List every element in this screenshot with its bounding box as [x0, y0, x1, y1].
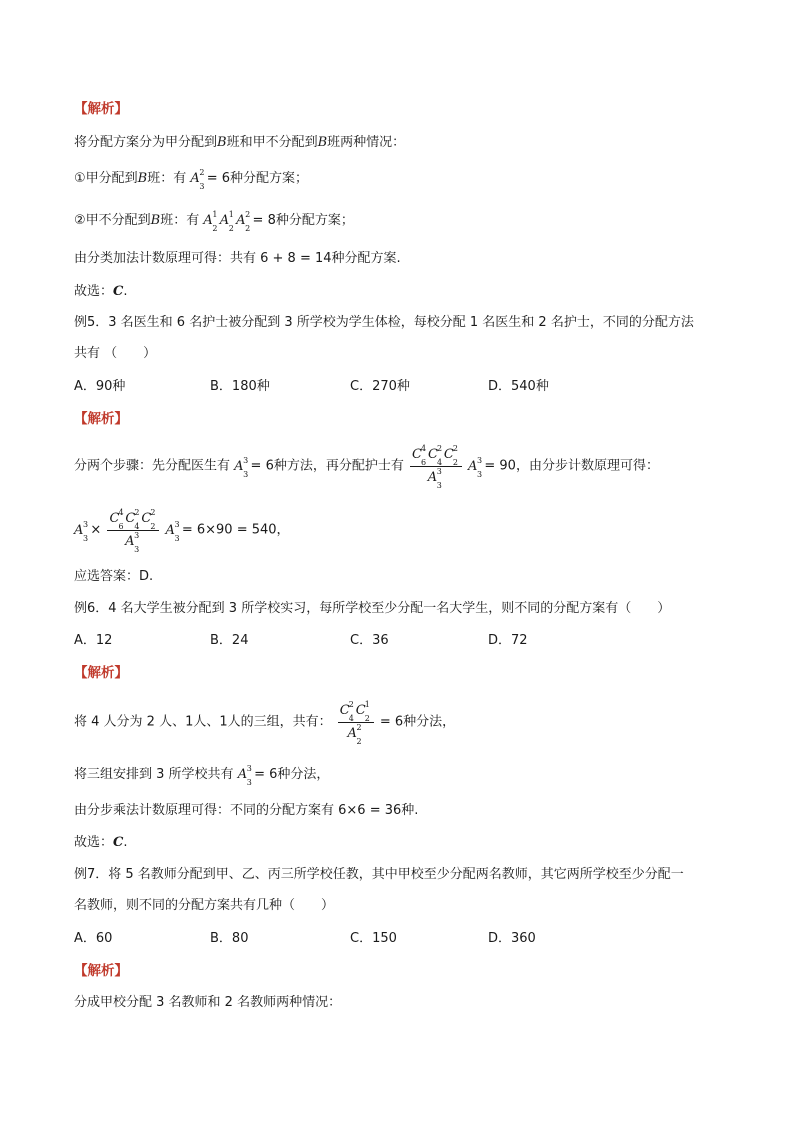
text: ②甲不分配到 — [74, 213, 151, 228]
math-A: A 3 3 — [467, 455, 483, 479]
text: 班：有 — [147, 171, 187, 186]
text: = 8种分配方案； — [252, 213, 354, 228]
text-line — [74, 134, 405, 152]
option-c: C．36 — [350, 633, 389, 648]
option-a: A．90种 — [74, 379, 126, 394]
option-b: B．80 — [210, 931, 249, 946]
text: 将分配方案分为甲分配到 — [74, 135, 218, 150]
text: ①甲分配到 — [74, 171, 138, 186]
var: B — [317, 135, 328, 150]
var: B — [137, 171, 148, 186]
option-a: A．12 — [74, 633, 113, 648]
option-d: D．72 — [488, 633, 528, 648]
text-line — [74, 168, 309, 191]
option-d: D．360 — [488, 931, 536, 946]
fraction: C 4 6 C 2 4 C 2 2 A 3 3 — [107, 510, 159, 551]
option-a: A．60 — [74, 931, 113, 946]
section-header: 【解析】 — [74, 665, 128, 681]
text-line: 由分类加法计数原理可得：共有 6 + 8 = 14种分配方案. — [74, 251, 401, 266]
math-A: A 2 2 — [236, 210, 251, 233]
question-7: 例7．将 5 名教师分配到甲、乙、丙三所学校任教，其中甲校至少分配两名教师，其它两所学校至少分配一 — [74, 867, 684, 882]
var: B — [217, 135, 227, 150]
text-line: 由分步乘法计数原理可得：不同的分配方案有 6×6 = 36种. — [74, 803, 419, 818]
math-A: A 2 3 — [190, 168, 205, 191]
math-A: A 3 3 — [74, 519, 89, 543]
option-c: C．150 — [350, 931, 397, 946]
text-line: 将三组安排到 3 所学校共有 A 3 3 = 6种分法， — [74, 764, 330, 787]
text-line: 将 4 人分为 2 人、1人、1人的三组，共有： C 2 4 C 1 2 A 2 2 = 6种分法， — [74, 700, 456, 746]
question-6: 例6．4 名大学生被分配到 3 所学校实习，每所学校至少分配一名大学生，则不同的分配方案有（ ） — [74, 601, 671, 616]
text-line: 分成甲校分配 3 名教师和 2 名教师两种情况： — [74, 995, 342, 1010]
question-5-cont: 共有 （ ） — [74, 346, 157, 361]
option-b: B．180种 — [210, 379, 270, 394]
text: 班两种情况： — [327, 135, 406, 150]
text-line: 故选：C. — [74, 835, 128, 850]
text-line: 应选答案：D. — [74, 569, 154, 584]
fraction: C 2 4 C 1 2 A 2 2 — [338, 702, 374, 743]
section-header: 【解析】 — [74, 963, 128, 979]
option-c: C．270种 — [350, 379, 410, 394]
math-A: A 1 2 — [203, 210, 218, 233]
text: 班和甲不分配到 — [226, 135, 318, 150]
option-d: D．540种 — [488, 379, 549, 394]
math-A: A 1 2 — [219, 210, 234, 233]
question-5: 例5．3 名医生和 6 名护士被分配到 3 所学校为学生体检，每校分配 1 名医生和 2 名护士，不同的分配方法 — [74, 315, 694, 330]
option-b: B．24 — [210, 633, 249, 648]
text-line — [74, 210, 354, 233]
text-line: 故选：C. — [74, 284, 128, 299]
question-7-cont: 名教师，则不同的分配方案共有几种（ ） — [74, 898, 335, 913]
text-line: A 3 3 × C 4 6 C 2 4 C 2 2 A 3 3 A 3 3 = 6×90 = 540， — [74, 508, 290, 554]
text: 班：有 — [160, 213, 200, 228]
math-A: A 3 3 — [237, 764, 252, 787]
section-header: 【解析】 — [74, 101, 128, 117]
math-A: A 3 3 — [234, 455, 249, 479]
math-A: A 3 3 — [165, 519, 180, 543]
fraction: C 4 6 C 2 4 C 2 2 A 3 3 — [410, 446, 462, 487]
section-header: 【解析】 — [74, 411, 128, 427]
text-line: 分两个步骤：先分配医生有 A 3 3 = 6种方法，再分配护士有 C 4 6 C 2 4 C 2 2 A 3 3 A 3 3 = 90，由分步计数原理可得： — [74, 444, 659, 490]
var: B — [150, 213, 161, 228]
text: = 6种分配方案； — [206, 171, 309, 186]
